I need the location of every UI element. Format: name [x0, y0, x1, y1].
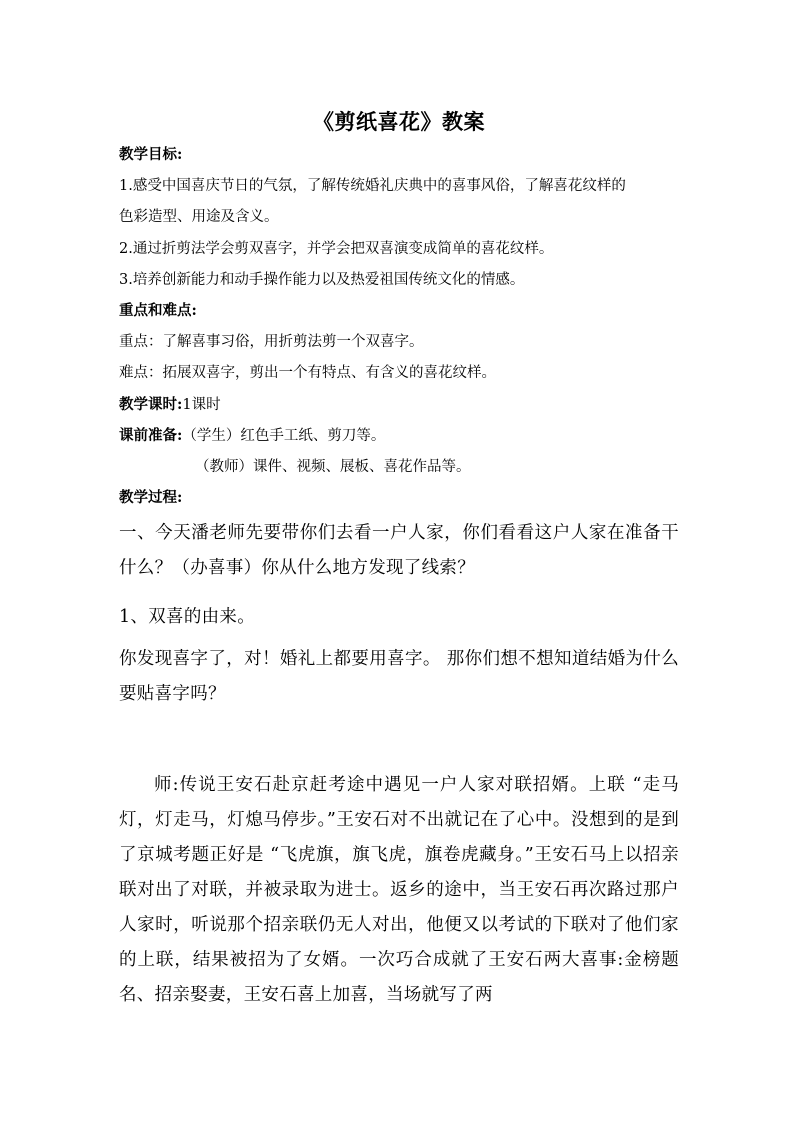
preparation-label: 课前准备:	[119, 427, 183, 444]
key-point: 重点：了解喜事习俗，用折剪法剪一个双喜字。	[119, 334, 424, 350]
objectives-heading: 教学目标:	[119, 146, 183, 163]
class-hours	[119, 395, 221, 415]
document-title: 《剪纸喜花》教案	[313, 109, 485, 134]
process-heading: 教学过程:	[119, 489, 183, 506]
process-paragraph-1: 一、今天潘老师先要带你们去看一户人家，你们看看这户人家在准备干什么？（办喜事）你从什么地方发现了线索？	[119, 523, 679, 578]
preparation-students-line	[119, 426, 385, 446]
preparation-teacher: （教师）课件、视频、展板、喜花作品等。	[195, 459, 471, 475]
process-paragraph-3: 师:传说王安石赴京赶考途中遇见一户人家对联招婿。上联 “走马灯，灯走马，灯熄马停步。”王安石对不出就记在了心中。没想到的是到了京城考题正好是 “飞虎旗，旗飞虎，旗卷虎藏身。”王安石马上以招亲联对出了对联，并被录取为进士。返乡的途中，当王安石再次路过那户人家时，听说那个招亲联仍无人对出，他便又以考试的下联对了他们家的上联，结果被招为了女婿。一次巧合成就了王安石两大喜事:金榜题名、招亲娶妻，王安石喜上加喜，当场就写了两	[119, 775, 679, 1005]
key-points-heading: 重点和难点:	[119, 302, 197, 319]
difficulty-point: 难点：拓展双喜字，剪出一个有特点、有含义的喜花纹样。	[119, 365, 496, 381]
preparation-students: （学生）红色手工纸、剪刀等。	[182, 428, 386, 444]
process-paragraph-2: 你发现喜字了，对！婚礼上都要用喜字。 那你们想不想知道结婚为什么要贴喜字吗？	[119, 649, 679, 704]
class-hours-value: 1课时	[182, 397, 221, 413]
objective-2: 2.通过折剪法学会剪双喜字，并学会把双喜演变成简单的喜花纹样。	[119, 241, 554, 257]
class-hours-label: 教学课时:	[119, 396, 183, 413]
objective-1-line-1: 1.感受中国喜庆节日的气氛，了解传统婚礼庆典中的喜事风俗，了解喜花纹样的	[119, 178, 626, 194]
objective-1-line-2: 色彩造型、用途及含义。	[119, 209, 279, 225]
objective-3: 3.培养创新能力和动手操作能力以及热爱祖国传统文化的情感。	[119, 272, 525, 288]
process-section-1: 1、双喜的由来。	[119, 607, 256, 627]
